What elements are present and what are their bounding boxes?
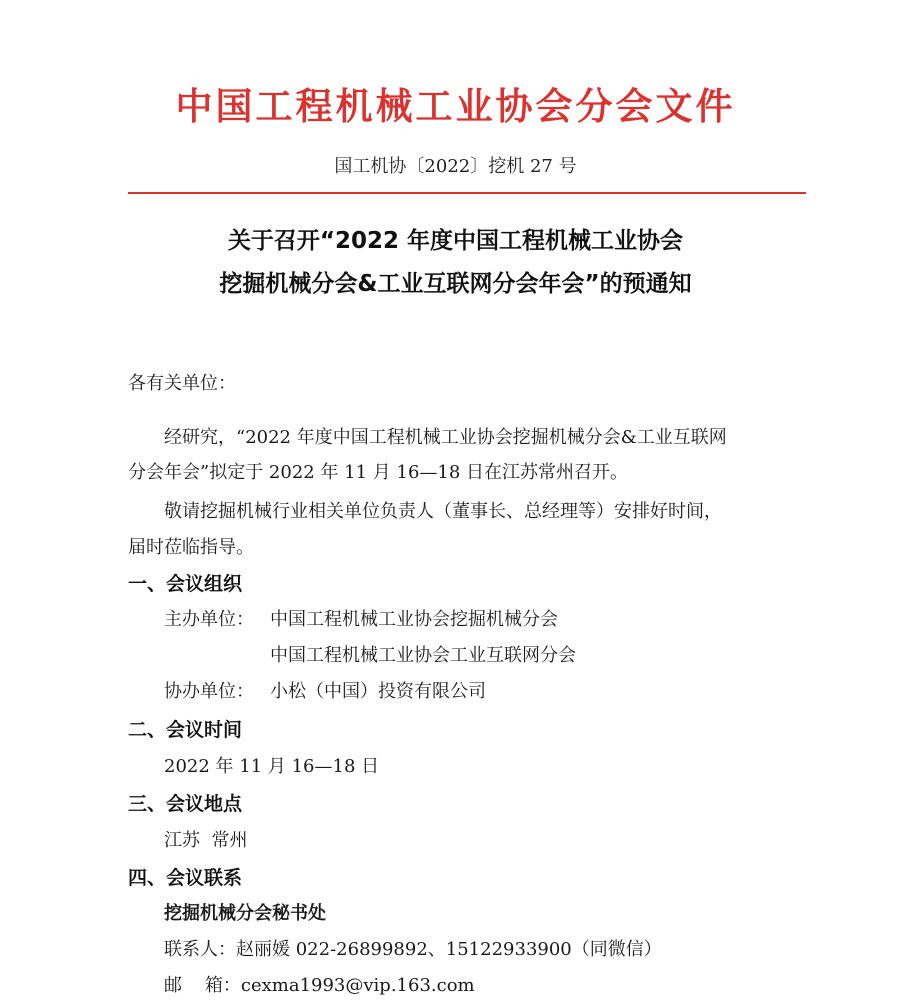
meeting-location: 江苏 常州 bbox=[164, 830, 248, 851]
co-organizer-label: 协办单位： bbox=[164, 681, 254, 702]
section-1-heading: 一、会议组织 bbox=[128, 573, 243, 595]
host-organizer-1: 中国工程机械工业协会挖掘机械分会 bbox=[270, 609, 558, 630]
host-organizer-2: 中国工程机械工业协会工业互联网分会 bbox=[270, 645, 576, 666]
secretariat-office: 挖掘机械分会秘书处 bbox=[164, 903, 326, 924]
paragraph-2-line-1: 敬请挖掘机械行业相关单位负责人（董事长、总经理等）安排好时间， bbox=[164, 501, 722, 522]
co-organizer: 小松（中国）投资有限公司 bbox=[270, 681, 486, 702]
header-red-divider bbox=[128, 192, 806, 194]
contact-person: 联系人：赵丽媛 022-26899892、15122933900（同微信） bbox=[164, 939, 662, 960]
host-label: 主办单位： bbox=[164, 609, 254, 630]
document-number: 国工机协〔2022〕挖机 27 号 bbox=[334, 156, 577, 177]
salutation: 各有关单位： bbox=[128, 373, 236, 394]
document-header-title: 中国工程机械工业协会分会文件 bbox=[175, 85, 736, 128]
paragraph-2-line-2: 届时莅临指导。 bbox=[128, 537, 254, 558]
notice-title bbox=[0, 220, 911, 306]
section-4-heading: 四、会议联系 bbox=[128, 867, 243, 889]
section-2-heading: 二、会议时间 bbox=[128, 719, 243, 741]
paragraph-1-line-2: 分会年会”拟定于 2022 年 11 月 16—18 日在江苏常州召开。 bbox=[128, 462, 629, 483]
notice-title-line1: 关于召开“2022 年度中国工程机械工业协会 bbox=[227, 228, 684, 254]
paragraph-1-line-1: 经研究，“2022 年度中国工程机械工业协会挖掘机械分会&工业互联网 bbox=[164, 427, 727, 448]
meeting-time: 2022 年 11 月 16—18 日 bbox=[164, 756, 380, 777]
contact-email: 邮 箱：cexma1993@vip.163.com bbox=[164, 975, 475, 996]
notice-title-line2: 挖掘机械分会&工业互联网分会年会”的预通知 bbox=[219, 271, 692, 297]
section-3-heading: 三、会议地点 bbox=[128, 793, 243, 815]
